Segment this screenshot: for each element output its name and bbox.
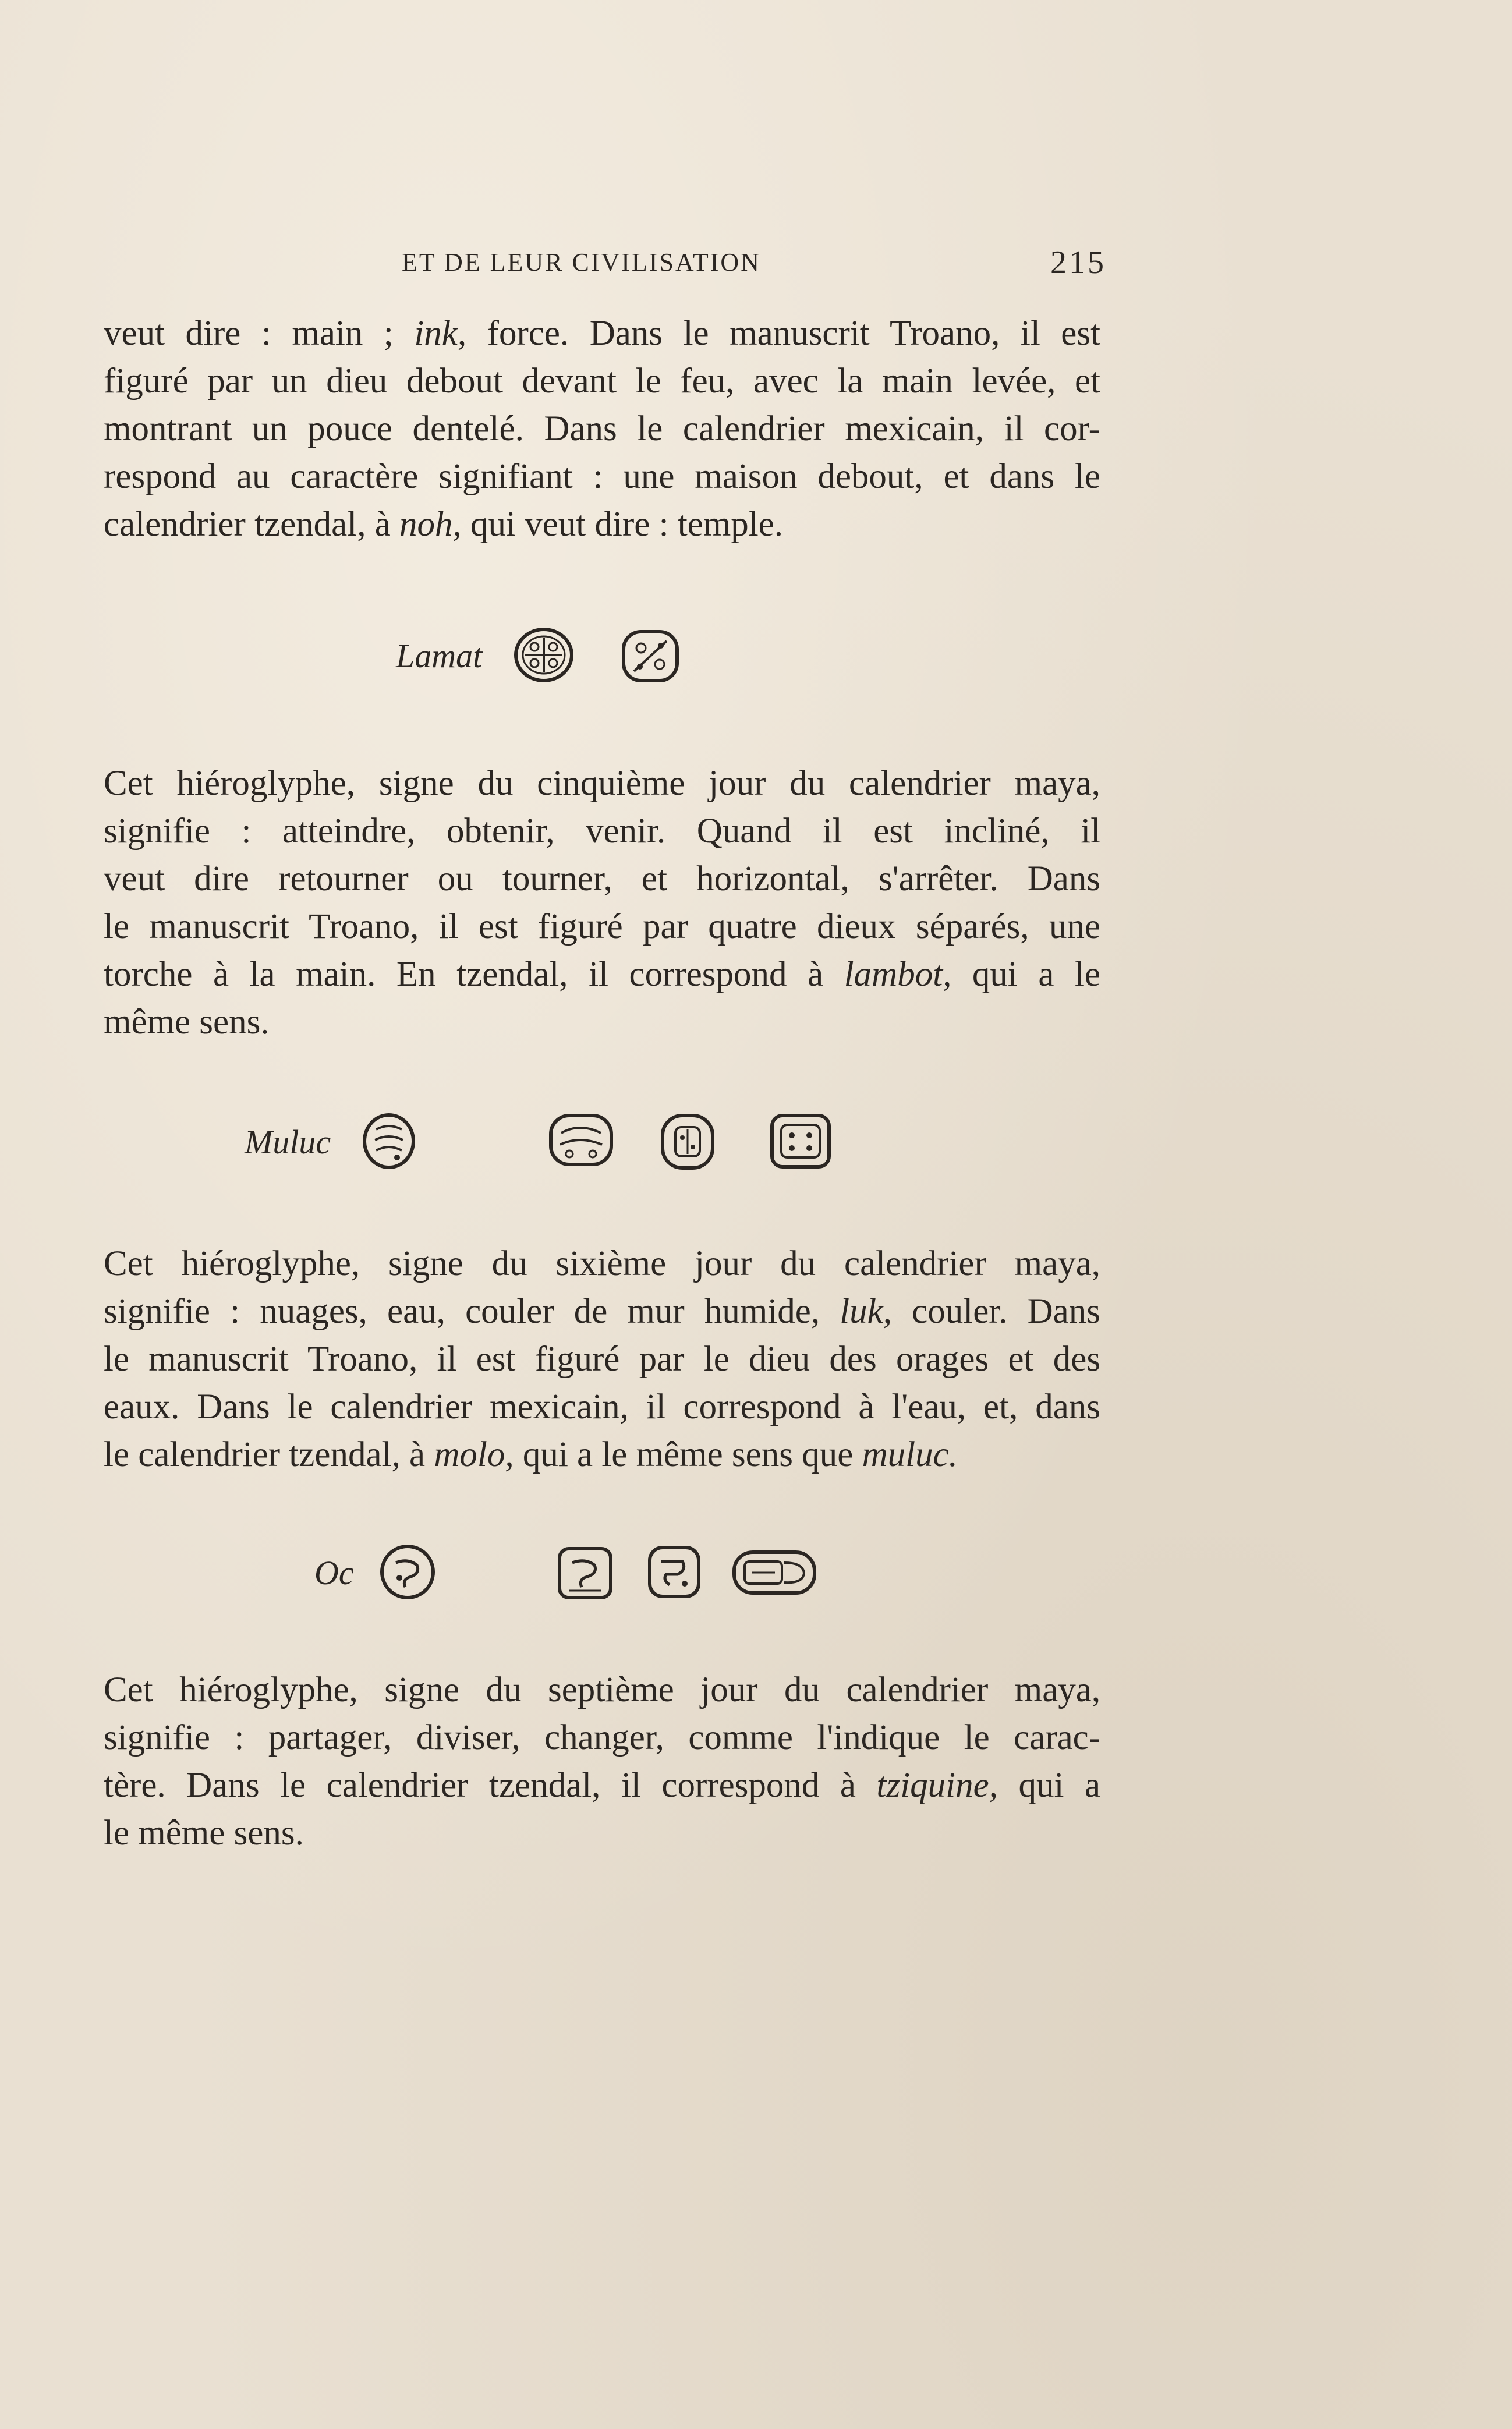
- text-line: même sens.: [104, 1003, 270, 1042]
- oc-variant-1-glyph-icon: [556, 1545, 614, 1601]
- muluc-glyph-icon: [361, 1112, 417, 1170]
- text-line: Cet hiéroglyphe, signe du cinquième jour du calendrier maya,: [104, 764, 1100, 803]
- text-line: tère. Dans le calendrier tzendal, il correspond à tziquine, qui a: [104, 1766, 1101, 1805]
- muluc-variant-3-glyph-icon: [769, 1112, 833, 1170]
- text-line: figuré par un dieu debout devant le feu, avec la main levée, et: [104, 362, 1101, 401]
- glyph-row-lamat: [396, 626, 699, 690]
- text-line: signifie : atteindre, obtenir, venir. Quand il est incliné, il: [104, 812, 1101, 851]
- oc-variant-2-glyph-icon: [646, 1544, 702, 1600]
- running-title: ET DE LEUR CIVILISATION: [402, 248, 761, 277]
- text-line: le manuscrit Troano, il est figuré par le dieu des orages et des: [104, 1340, 1101, 1379]
- text-line: signifie : nuages, eau, couler de mur humide, luk, couler. Dans: [104, 1292, 1100, 1331]
- glyph-label-oc: Oc: [314, 1554, 354, 1592]
- text-line: calendrier tzendal, à noh, qui veut dire : temple.: [104, 505, 784, 544]
- paragraph-muluc: [104, 1240, 1100, 1479]
- oc-variant-3-glyph-icon: [731, 1549, 818, 1596]
- text-line: montrant un pouce dentelé. Dans le calendrier mexicain, il cor-: [104, 409, 1100, 448]
- paragraph-lamat: [104, 760, 1100, 1046]
- text-line: Cet hiéroglyphe, signe du sixième jour du calendrier maya,: [104, 1244, 1101, 1283]
- glyph-label-lamat: Lamat: [396, 637, 483, 675]
- text-line: le calendrier tzendal, à molo, qui a le même sens que muluc.: [104, 1435, 958, 1474]
- glyph-label-muluc: Muluc: [245, 1123, 331, 1161]
- lamat-variant-glyph-icon: [620, 628, 681, 684]
- text-line: eaux. Dans le calendrier mexicain, il correspond à l'eau, et, dans: [104, 1387, 1101, 1426]
- text-line: veut dire retourner ou tourner, et horizontal, s'arrêter. Dans: [104, 859, 1101, 898]
- glyph-row-muluc: [245, 1112, 850, 1176]
- page-number: 215: [1050, 245, 1106, 281]
- glyph-row-oc: [314, 1543, 897, 1607]
- text-line: Cet hiéroglyphe, signe du septième jour du calendrier maya,: [104, 1670, 1101, 1709]
- lamat-glyph-icon: [512, 626, 575, 684]
- paragraph-ahau-continuation: [104, 310, 1100, 548]
- paragraph-oc: [104, 1666, 1100, 1857]
- text-line: respond au caractère signifiant : une maison debout, et dans le: [104, 457, 1101, 496]
- text-line: le manuscrit Troano, il est figuré par quatre dieux séparés, une: [104, 907, 1101, 946]
- text-line: le même sens.: [104, 1814, 304, 1853]
- muluc-variant-1-glyph-icon: [547, 1112, 615, 1168]
- muluc-variant-2-glyph-icon: [659, 1112, 716, 1171]
- running-head: [105, 247, 1106, 288]
- text-line: torche à la main. En tzendal, il correspond à lambot, qui a le: [104, 955, 1101, 994]
- text-line: veut dire : main ; ink, force. Dans le manuscrit Troano, il est: [104, 314, 1101, 353]
- oc-glyph-icon: [378, 1543, 437, 1601]
- text-line: signifie : partager, diviser, changer, comme l'indique le carac-: [104, 1718, 1101, 1757]
